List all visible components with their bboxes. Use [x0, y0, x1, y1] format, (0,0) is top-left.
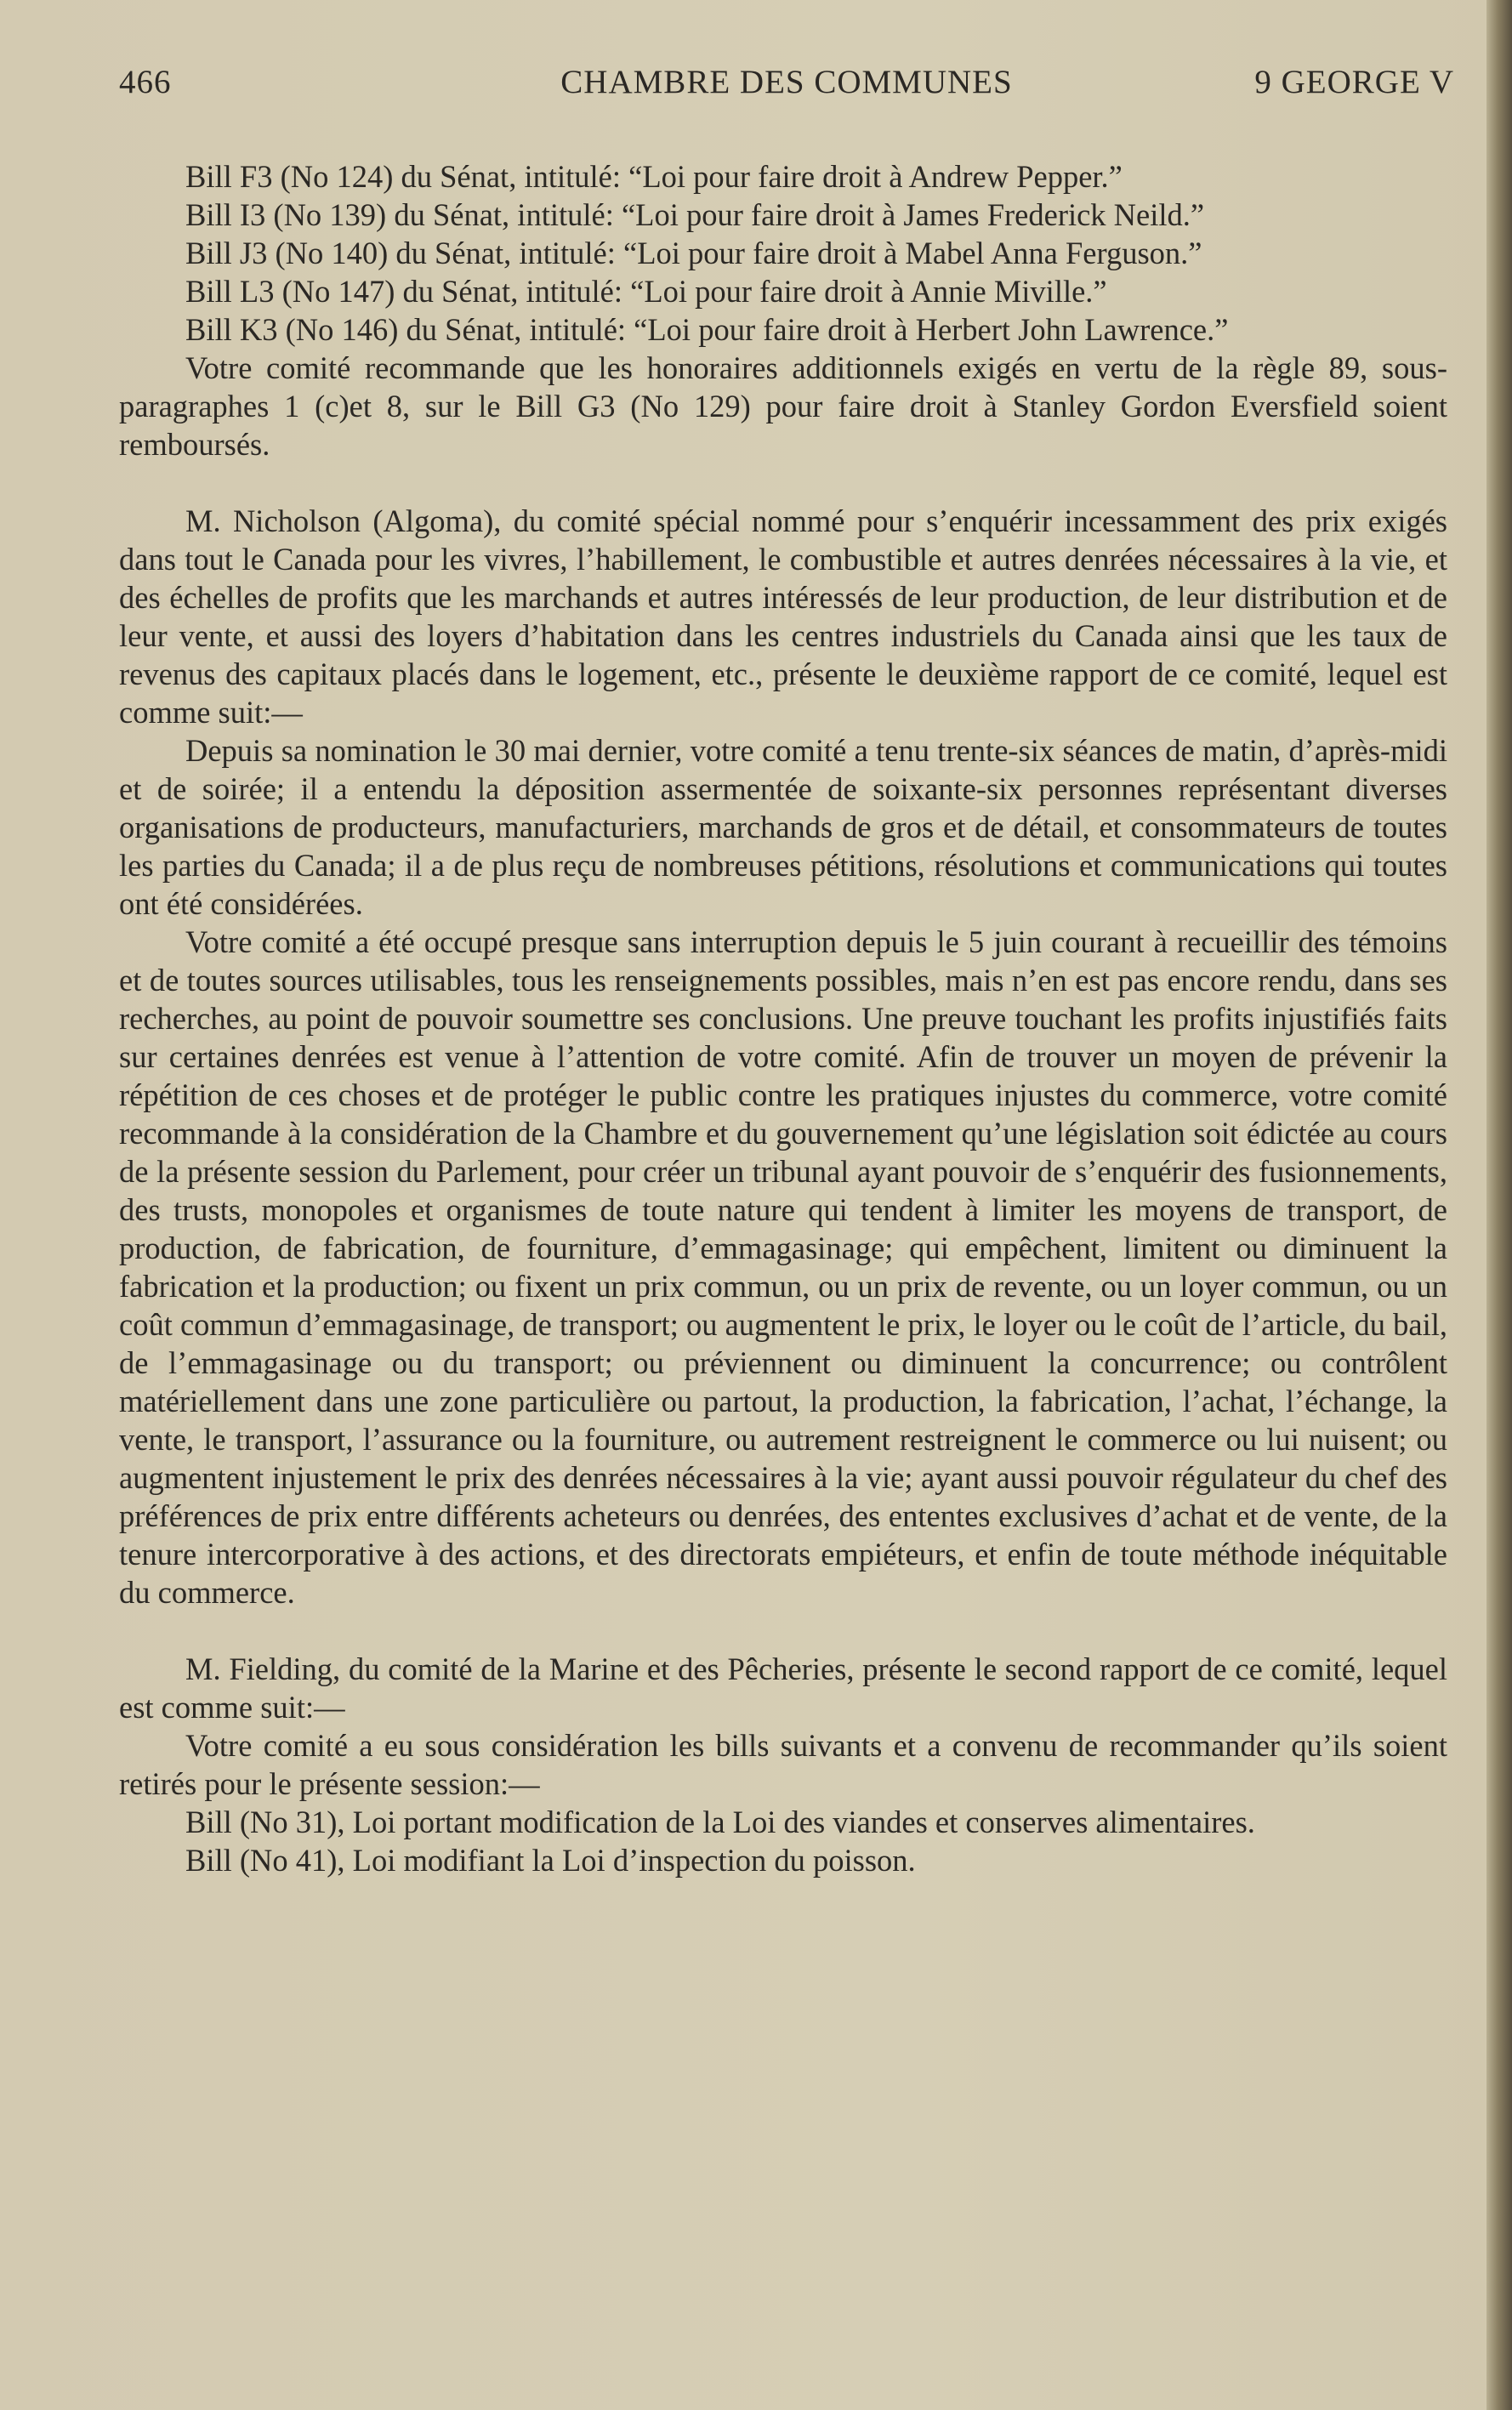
running-title: CHAMBRE DES COMMUNES: [560, 64, 1013, 100]
paragraph: Votre comité recommande que les honoraires additionnels exigés en vertu de la règle 89, sous-paragraphes 1 (c)et 8, sur le Bill G3 (No 129) pour faire droit à Stanley Gordon Eversfield soient remboursés.: [119, 350, 1447, 462]
running-header: [119, 63, 1454, 111]
paragraph: Votre comité a eu sous considération les bills suivants et a convenu de recommander qu’ils soient retirés pour le présente session:—: [119, 1728, 1447, 1801]
paragraph: Bill I3 (No 139) du Sénat, intitulé: “Loi pour faire droit à James Frederick Neild.”: [185, 197, 1205, 232]
paragraph: Bill L3 (No 147) du Sénat, intitulé: “Loi pour faire droit à Annie Miville.”: [185, 274, 1107, 309]
paragraph: Bill (No 41), Loi modifiant la Loi d’inspection du poisson.: [185, 1843, 916, 1878]
paragraph: Bill K3 (No 146) du Sénat, intitulé: “Loi pour faire droit à Herbert John Lawrence.”: [185, 312, 1229, 347]
page-number: 466: [119, 64, 172, 100]
paragraph: M. Nicholson (Algoma), du comité spécial nommé pour s’enquérir incessamment des prix exigés dans tout le Canada pour les vivres, l’habillement, le combustible et autres denrées nécessaires à la vie, et des échelles de profits que les marchands et autres intéressés de leur production, de leur distribution et de leur vente, et aussi des loyers d’habitation dans les centres industriels du Canada ainsi que les taux de revenus des capitaux placés dans le logement, etc., présente le deuxième rapport de ce comité, lequel est comme suit:—: [119, 503, 1447, 730]
paragraph: Votre comité a été occupé presque sans interruption depuis le 5 juin courant à recueillir des témoins et de toutes sources utilisables, tous les renseignements possibles, mais n’en est pas encore rendu, dans ses recherches, au point de pouvoir soumettre ses conclusions. Une preuve touchant les profits injustifiés faits sur certaines denrées est venue à l’attention de votre comité. Afin de trouver un moyen de prévenir la répétition de ces choses et de protéger le public contre les pratiques injustes du commerce, votre comité recommande à la considération de la Chambre et du gouvernement qu’une législation soit édictée au cours de la présente session du Parlement, pour créer un tribunal ayant pouvoir de s’enquérir des fusionnements, des trusts, monopoles et organismes de toute nature qui tendent à limiter les moyens de transport, de production, de fabrication, de fourniture, d’emmagasinage; qui empêchent, limitent ou diminuent la fabrication et la production; ou fixent un prix commun, ou un prix de revente, ou un loyer commun, ou un coût commun d’emmagasinage, de transport; ou augmentent le prix, le loyer ou le coût de l’article, du bail, de l’emmagasinage ou du transport; ou préviennent ou diminuent la concurrence; ou contrôlent matériellement dans une zone particulière ou partout, la production, la fabrication, l’achat, l’échange, la vente, le transport, l’assurance ou la fourniture, ou autrement restreignent le commerce ou lui nuisent; ou augmentent injustement le prix des denrées nécessaires à la vie; ayant aussi pouvoir régulateur du chef des préférences de prix entre différents acheteurs ou denrées, des ententes exclusives d’achat et de vente, de la tenure intercorporative à des actions, et des directorats empiéteurs, et enfin de toute méthode inéquitable du commerce.: [119, 924, 1447, 1610]
paragraph: M. Fielding, du comité de la Marine et des Pêcheries, présente le second rapport de ce comité, lequel est comme suit:—: [119, 1651, 1447, 1725]
body-text: [119, 157, 1447, 1879]
paragraph: Depuis sa nomination le 30 mai dernier, votre comité a tenu trente-six séances de matin, d’après-midi et de soirée; il a entendu la déposition assermentée de soixante-six personnes représentant diverses organisations de producteurs, manufacturiers, marchands de gros et de détail, et consommateurs de toutes les parties du Canada; il a de plus reçu de nombreuses pétitions, résolutions et communications qui toutes ont été considérées.: [119, 733, 1447, 921]
paragraph: Bill (No 31), Loi portant modification de la Loi des viandes et conserves alimentaires.: [185, 1805, 1255, 1839]
paragraph: Bill F3 (No 124) du Sénat, intitulé: “Loi pour faire droit à Andrew Pepper.”: [185, 159, 1123, 194]
paragraph: Bill J3 (No 140) du Sénat, intitulé: “Loi pour faire droit à Mabel Anna Ferguson.”: [185, 236, 1202, 270]
page-edge: [1486, 0, 1512, 2410]
reign-label: 9 GEORGE V: [1254, 64, 1454, 100]
